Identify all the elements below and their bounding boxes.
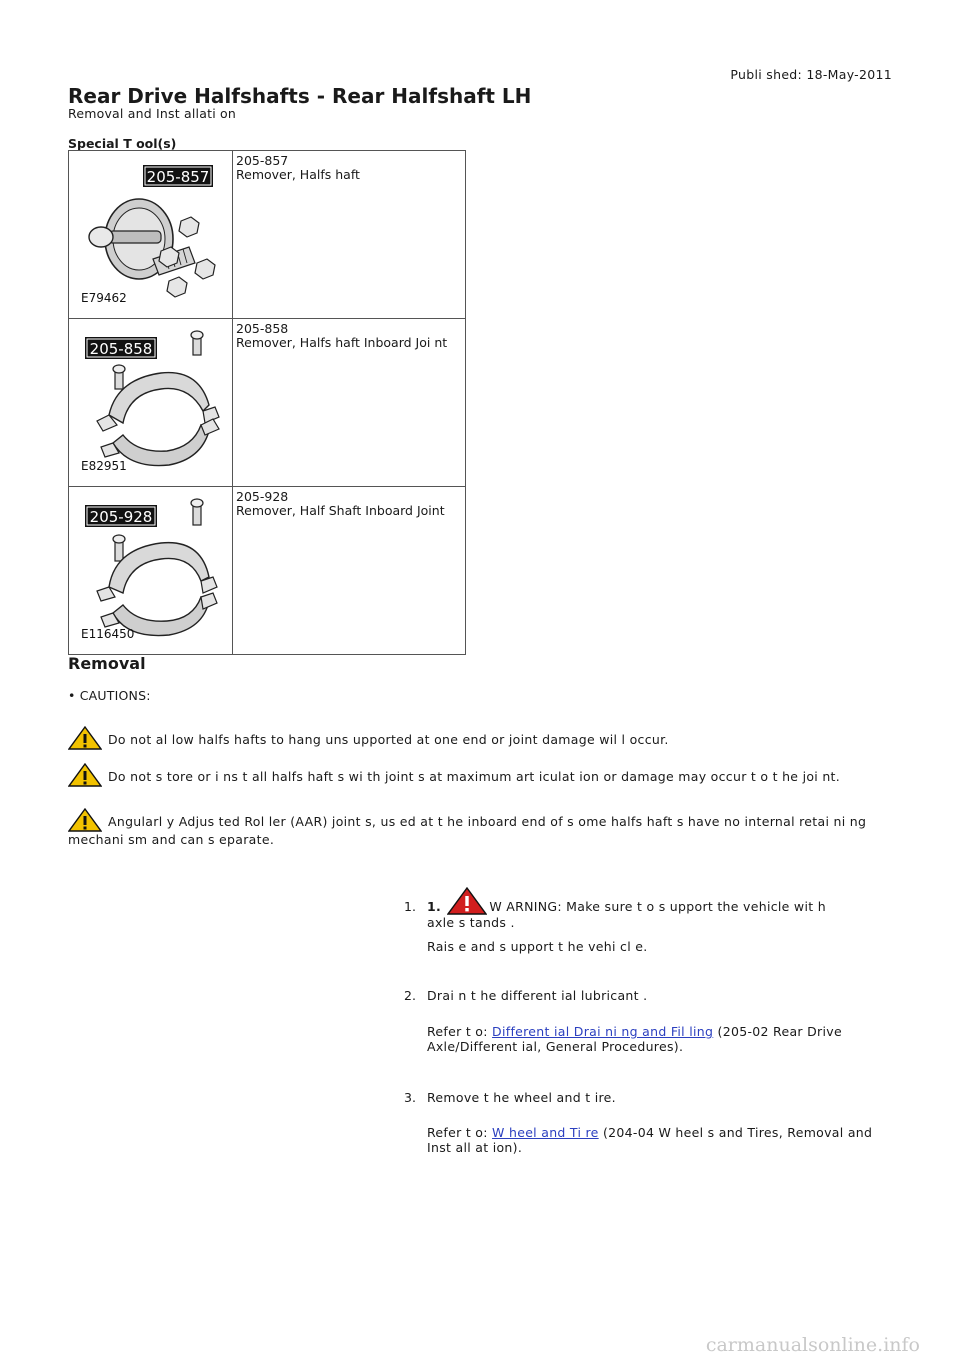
step-text: Drai n t he different ial lubricant . (427, 988, 648, 1003)
caution-text: Angularl y Adjus ted Rol ler (AAR) joint s, us ed at t he inboard end of s ome halfs haft s have no internal retai ni ng mechani sm and can s eparate. (68, 814, 867, 847)
tool-description-cell (233, 151, 466, 319)
special-tools-table (68, 150, 466, 655)
caution-text: Do not s tore or i ns t all halfs haft s wi th joint s at maximum art iculat ion or damage may occur t o t he joi nt. (108, 769, 841, 784)
tool-row (69, 319, 466, 487)
caution-text: Do not al low halfs hafts to hang uns upported at one end or joint damage wil l occur. (108, 732, 669, 747)
half-shaft-joint-remover-image (69, 487, 232, 650)
refer-prefix: Refer t o: (427, 1125, 488, 1140)
tool-number: 205-858 (236, 321, 289, 336)
step-number: 3. (404, 1090, 416, 1105)
warning-triangle-icon (447, 887, 487, 915)
step-text: Rais e and s upport t he vehi cl e. (427, 939, 648, 954)
step-number: 2. (404, 988, 416, 1003)
step-warning-text: W ARNING: Make sure t o s upport the vehicle wit h axle s tands . (427, 899, 826, 930)
page-subtitle: Removal and Inst allati on (68, 106, 237, 121)
tool-description: Remover, Halfs haft Inboard Joi nt (236, 335, 448, 350)
tool-row (69, 487, 466, 655)
tool-image-label: 205-857 (146, 168, 210, 186)
tool-row (69, 151, 466, 319)
watermark: carmanualsonline.info (705, 1334, 920, 1356)
halfshaft-remover-image (69, 151, 232, 314)
special-tools-heading: Special T ool(s) (68, 136, 177, 151)
inboard-joint-remover-image (69, 319, 232, 482)
removal-heading: Removal (68, 654, 146, 673)
published-date: Publi shed: 18-May-2011 (730, 67, 892, 82)
tool-description-cell (233, 487, 466, 655)
tool-number: 205-857 (236, 153, 289, 168)
warning-triangle-icon (68, 763, 102, 787)
step-reference (427, 1125, 877, 1155)
step-reference (427, 1024, 847, 1054)
wheel-and-tire-link[interactable]: W heel and Ti re (492, 1125, 599, 1140)
tool-description-cell (233, 319, 466, 487)
step-warning (427, 887, 847, 930)
step-text: Remove t he wheel and t ire. (427, 1090, 616, 1105)
tool-number: 205-928 (236, 489, 289, 504)
tool-image-cell (69, 487, 233, 655)
step-warning-number: 1. (427, 899, 442, 914)
refer-suffix: (205-02 Rear Drive Axle/Different ial, General Procedures). (427, 1024, 842, 1054)
tool-image-label: 205-858 (89, 340, 153, 358)
cautions-label: • CAUTIONS: (68, 688, 151, 703)
caution-item (68, 726, 868, 750)
page-title: Rear Drive Halfshafts - Rear Halfshaft LH (68, 84, 532, 108)
tool-image-code: E116450 (81, 627, 135, 641)
tool-description: Remover, Halfs haft (236, 167, 360, 182)
tool-image-label: 205-928 (89, 508, 153, 526)
warning-triangle-icon (68, 726, 102, 750)
tool-image-cell (69, 319, 233, 487)
step-number: 1. (404, 899, 416, 914)
tool-description: Remover, Half Shaft Inboard Joint (236, 503, 445, 518)
caution-item (68, 808, 868, 847)
refer-prefix: Refer t o: (427, 1024, 488, 1039)
tool-image-cell (69, 151, 233, 319)
refer-suffix: (204-04 W heel s and Tires, Removal and Inst all at ion). (427, 1125, 873, 1155)
tool-image-code: E82951 (81, 459, 127, 473)
warning-triangle-icon (68, 808, 102, 832)
differential-draining-filling-link[interactable]: Different ial Drai ni ng and Fil ling (492, 1024, 714, 1039)
tool-image-code: E79462 (81, 291, 127, 305)
caution-item (68, 763, 868, 787)
